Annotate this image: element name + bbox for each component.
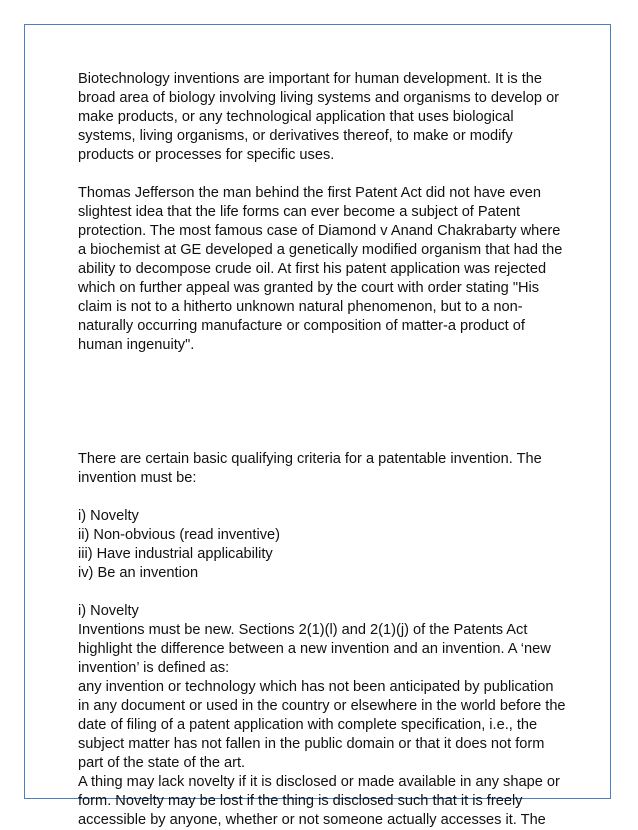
document-body xyxy=(78,70,568,830)
jefferson-paragraph: Thomas Jefferson the man behind the first Patent Act did not have even slightest idea that the life forms can ever become a subject of Patent protection. The most famous case of Diamond v Anand Chakrabarty where a biochemist at GE developed a genetically modified organism that had the ability to decompose crude oil. At first his patent application was rejected which on further appeal was granted by the court with order stating "His claim is not to a hitherto unknown natural phenomenon, but to a non-naturally occurring manufacture or composition of matter-a product of human ingenuity". xyxy=(78,185,563,353)
novelty-heading: i) Novelty xyxy=(78,603,139,619)
novelty-body-1: Inventions must be new. Sections 2(1)(l) and 2(1)(j) of the Patents Act highlight the difference between a new invention and an invention. A ‘new invention’ is defined as: xyxy=(78,622,551,676)
list-item: ii) Non-obvious (read inventive) xyxy=(78,527,280,543)
criteria-intro-paragraph: There are certain basic qualifying criteria for a patentable invention. The invention must be: xyxy=(78,451,542,486)
list-item: iii) Have industrial applicability xyxy=(78,546,273,562)
list-item: i) Novelty xyxy=(78,508,139,524)
novelty-body-3: A thing may lack novelty if it is disclosed or made available in any shape or form. Novelty may be lost if the thing is disclosed such that it is freely accessible by anyone, whether or not someone actually accesses it. The xyxy=(78,774,560,828)
list-item: iv) Be an invention xyxy=(78,565,199,581)
novelty-body-2: any invention or technology which has not been anticipated by publication in any document or used in the country or elsewhere in the world before the date of filing of a patent application with complete specification, i.e., the subject matter has not fallen in the public domain or that it does not form part of the state of the art. xyxy=(78,679,566,771)
intro-paragraph: Biotechnology inventions are important for human development. It is the broad area of biology involving living systems and organisms to develop or make products, or any technological application that uses biological systems, living organisms, or derivatives thereof, to make or modify products or processes for specific uses. xyxy=(78,71,560,163)
criteria-list xyxy=(78,507,568,583)
